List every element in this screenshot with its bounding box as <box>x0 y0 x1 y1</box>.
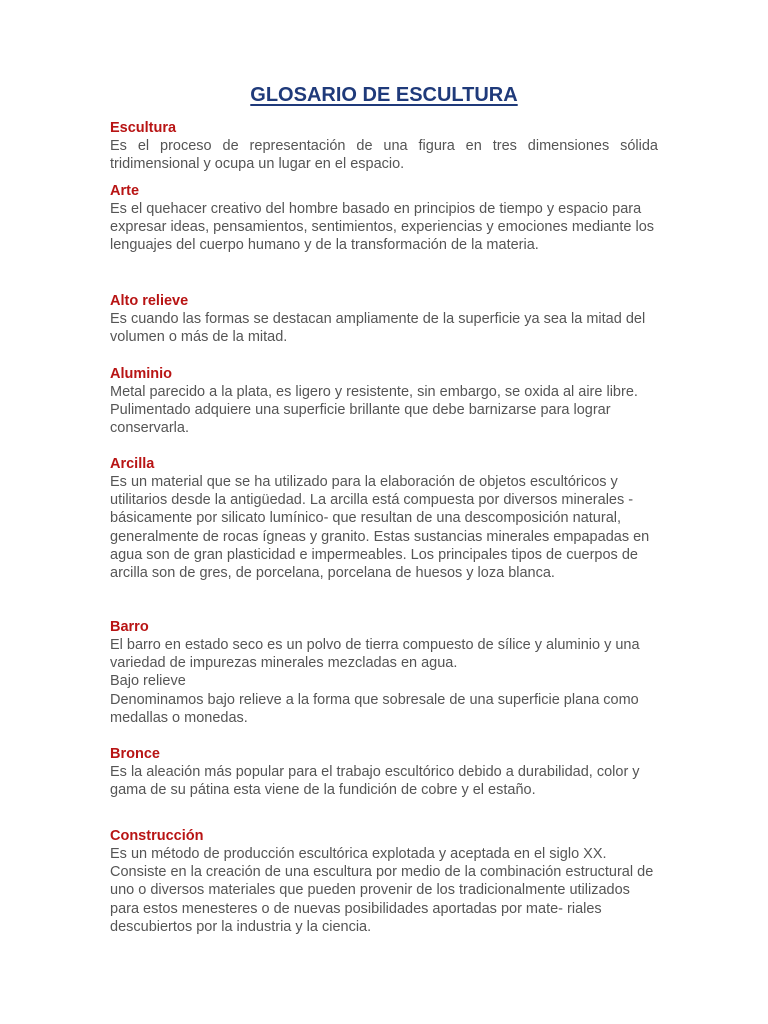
entry-term: Arte <box>110 183 140 199</box>
glossary-entry-bronce <box>110 745 658 799</box>
entry-term: Aluminio <box>110 366 173 382</box>
entry-term: Bronce <box>110 746 160 762</box>
glossary-entry-escultura <box>110 119 658 173</box>
entry-definition: Es el proceso de representación de una figura en tres dimensiones sólida tridimensional y ocupa un lugar en el espacio. <box>110 138 658 173</box>
entry-term: Arcilla <box>110 456 155 472</box>
entry-term: Alto relieve <box>110 293 189 309</box>
glossary-entry-construccion <box>110 827 658 936</box>
entry-definition: Es la aleación más popular para el trabajo escultórico debido a durabilidad, color y gama de su pátina esta viene de la fundición de cobre y el estaño. <box>110 764 640 799</box>
entry-definition: Es un método de producción escultórica explotada y aceptada en el siglo XX. Consiste en la creación de una escultura por medio de la combinación estructural de uno o diversos materiales que pueden provenir de los tradicionalmente utilizados para estos menesteres o de nuevas posibilidades aportadas por mate- riales descubiertos por la industria y la ciencia. <box>110 846 654 935</box>
entry-term: Escultura <box>110 120 177 136</box>
glossary-entry-barro <box>110 618 658 727</box>
entry-term: Barro <box>110 619 149 635</box>
glossary-entry-aluminio <box>110 365 658 438</box>
entry-definition: Es el quehacer creativo del hombre basado en principios de tiempo y espacio para expresar ideas, pensamientos, sentimientos, experiencias y emociones mediante los lenguajes del cuerpo humano y de la transformación de la materia. <box>110 201 655 254</box>
document-title: GLOSARIO DE ESCULTURA <box>250 84 518 106</box>
entry-definition: Es cuando las formas se destacan ampliamente de la superficie ya sea la mitad del volumen o más de la mitad. <box>110 311 646 346</box>
entry-subdefinition: Denominamos bajo relieve a la forma que sobresale de una superficie plana como medallas o monedas. <box>110 691 639 726</box>
entry-subterm: Bajo relieve <box>110 673 186 690</box>
entry-term: Construcción <box>110 828 204 844</box>
entry-definition: Es un material que se ha utilizado para la elaboración de objetos escultóricos y utilitarios desde la antigüedad. La arcilla está compuesta por diversos minerales - básicamente por silicato lumínico- que resultan de una descomposición natural, generalmente de rocas ígneas y granito. Estas sustancias minerales empapadas en agua son de gran plasticidad e impermeables. Los principales tipos de cuerpos de arcilla son de gres, de porcelana, porcelana de huesos y loza blanca. <box>110 474 650 582</box>
entry-definition: El barro en estado seco es un polvo de tierra compuesto de sílice y aluminio y una variedad de impurezas minerales mezcladas en agua. <box>110 637 640 672</box>
entry-definition: Metal parecido a la plata, es ligero y resistente, sin embargo, se oxida al aire libre. Pulimentado adquiere una superficie brillante que debe barnizarse para lograr conservarla. <box>110 384 638 437</box>
glossary-entry-arte <box>110 182 658 255</box>
glossary-entry-arcilla <box>110 455 658 582</box>
glossary-entry-alto-relieve <box>110 292 658 346</box>
